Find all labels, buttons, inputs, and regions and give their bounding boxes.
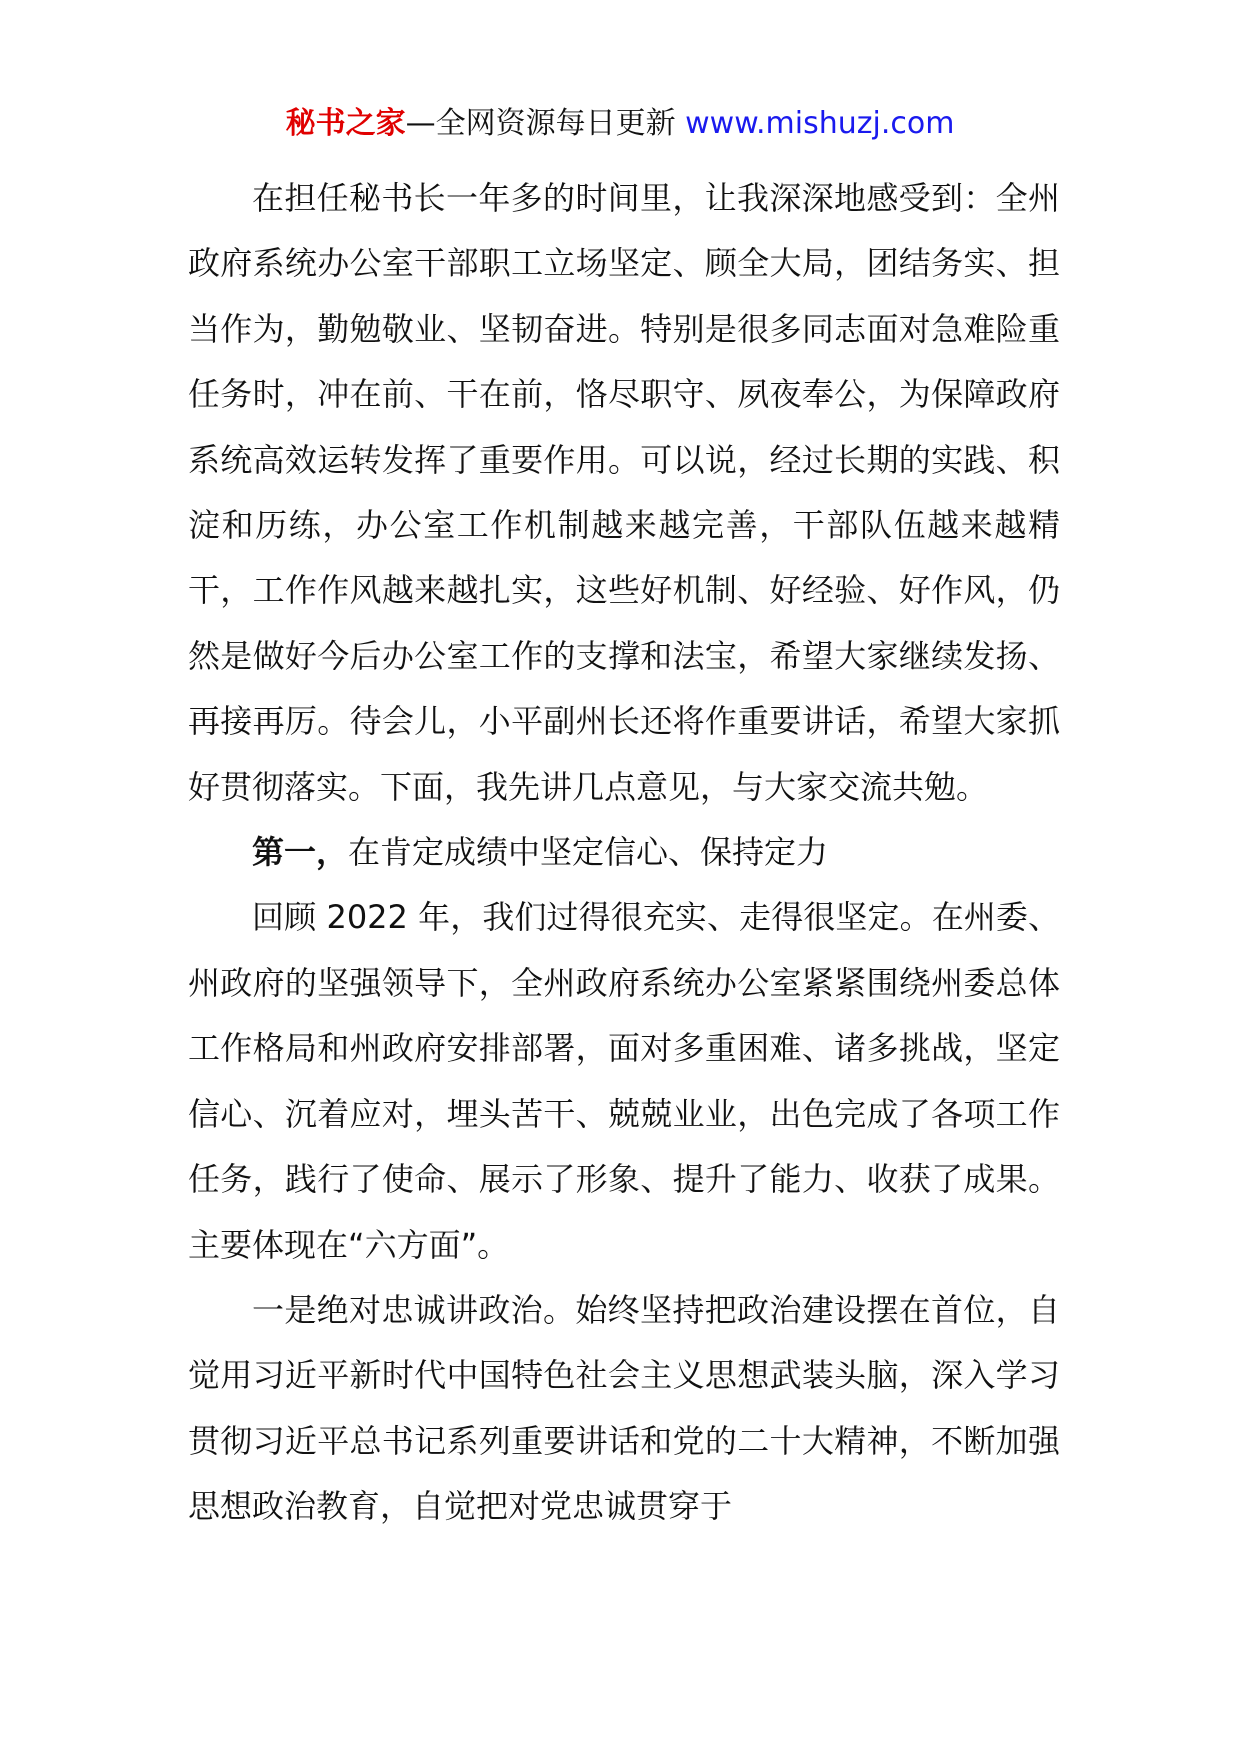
paragraph-text: 一是绝对忠诚讲政治。始终坚持把政治建设摆在首位，自觉用习近平新时代中国特色社会主义思想武装头脑，深入学习贯彻习近平总书记系列重要讲话和党的二十大精神，不断加强思想政治教育，自觉把对党忠诚贯穿于 bbox=[188, 1290, 1060, 1526]
document-body bbox=[188, 166, 1060, 1540]
page-header bbox=[0, 104, 1240, 144]
paragraph-text: 回顾 2022 年，我们过得很充实、走得很坚定。在州委、州政府的坚强领导下，全州政府系统办公室紧紧围绕州委总体工作格局和州政府安排部署，面对多重困难、诸多挑战，坚定信心、沉着应对，埋头苦干、兢兢业业，出色完成了各项工作任务，践行了使命、展示了形象、提升了能力、收获了成果。主要体现在“六方面”。 bbox=[188, 898, 1060, 1264]
paragraph-intro bbox=[188, 166, 1060, 820]
section-heading-ordinal: 第一， bbox=[252, 833, 349, 872]
paragraph-review-2022 bbox=[188, 885, 1060, 1277]
section-heading-text: 在肯定成绩中坚定信心、保持定力 bbox=[348, 833, 829, 872]
paragraph-text: 在担任秘书长一年多的时间里，让我深深地感受到：全州政府系统办公室干部职工立场坚定、顾全大局，团结务实、担当作为，勤勉敬业、坚韧奋进。特别是很多同志面对急难险重任务时，冲在前、干在前，恪尽职守、夙夜奉公，为保障政府系统高效运转发挥了重要作用。可以说，经过长期的实践、积淀和历练，办公室工作机制越来越完善，干部队伍越来越精干，工作作风越来越扎实，这些好机制、好经验、好作风，仍然是做好今后办公室工作的支撑和法宝，希望大家继续发扬、再接再厉。待会儿，小平副州长还将作重要讲话，希望大家抓好贯彻落实。下面，我先讲几点意见，与大家交流共勉。 bbox=[188, 179, 1060, 806]
section-heading-first bbox=[188, 820, 1060, 885]
brand-name: 秘书之家 bbox=[285, 106, 406, 141]
header-tagline: —全网资源每日更新 bbox=[405, 106, 686, 141]
site-url-link[interactable]: www.mishuzj.com bbox=[685, 106, 955, 141]
paragraph-point-one bbox=[188, 1278, 1060, 1540]
